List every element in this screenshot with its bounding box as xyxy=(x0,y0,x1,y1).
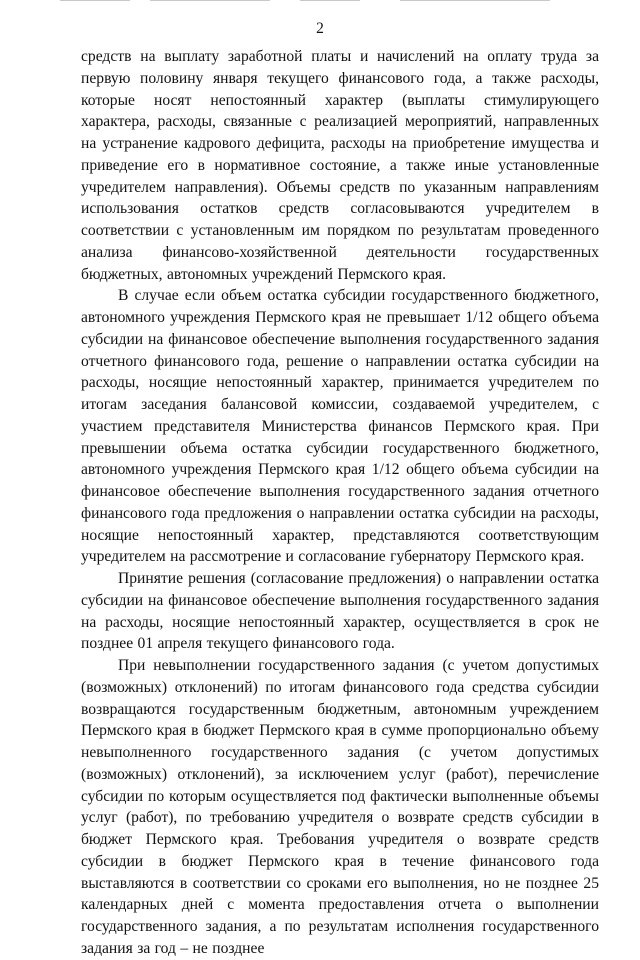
paragraph-4: При невыполнении государственного задания (с учетом допустимых (возможных) отклонений) по итогам финансового года средства субсидии возвращаются государственным бюджетным, автономным учреждением Пермского края в бюджет Пермского края в сумме пропорционально объему невыполненного государственного задания (с учетом допустимых (возможных) отклонений), за исключением услуг (работ), перечисление субсидии по которым осуществляется под фактически выполненные объемы услуг (работ), по требованию учредителя о возврате средств субсидии в бюджет Пермского края. Требования учредителя о возврате средств субсидии в бюджет Пермского края в течение финансового года выставляются в соответствии со сроками его выполнения, но не позднее 25 календарных дней с момента предоставления отчета о выполнении государственного задания, а по результатам исполнения государственного задания за год – не позднее xyxy=(81,657,599,957)
paragraph-2: В случае если объем остатка субсидии государственного бюджетного, автономного учреждения Пермского края не превышает 1/12 общего объема субсидии на финансовое обеспечение выполнения государственного задания отчетного финансового года, решение о направлении остатка субсидии на расходы, носящие непостоянный характер, принимается учредителем по итогам заседания балансовой комиссии, создаваемой учредителем, с участием представителя Министерства финансов Пермского края. При превышении объема остатка субсидии государственного бюджетного, автономного учреждения Пермского края 1/12 общего объема субсидии на финансовое обеспечение выполнения государственного задания отчетного финансового года предложения о направлении остатка субсидии на расходы, носящие непостоянный характер, представляются соответствующим учредителем на рассмотрение и согласование губернатору Пермского края. xyxy=(81,287,599,566)
paragraph-1: средств на выплату заработной платы и начислений на оплату труда за первую половину января текущего финансового года, а также расходы, которые носят непостоянный характер (выплаты стимулирующего характера, расходы, связанные с реализацией мероприятий, направленных на устранение кадрового дефицита, расходы на приобретение имущества и приведение его в нормативное состояние, а также иные установленные учредителем направления). Объемы средств по указанным направлениям использования остатков средств согласовываются учредителем в соответствии с установленным им порядком по результатам проведенного анализа финансово-хозяйственной деятельности государственных бюджетных, автономных учреждений Пермского края. xyxy=(81,48,599,283)
paragraph-3: Принятие решения (согласование предложения) о направлении остатка субсидии на финансовое обеспечение выполнения государственного задания на расходы, носящие непостоянный характер, осуществляется в срок не позднее 01 апреля текущего финансового года. xyxy=(81,570,599,653)
page-number: 2 xyxy=(316,20,324,37)
document-body xyxy=(81,46,599,960)
scan-edge-lines xyxy=(0,0,640,6)
